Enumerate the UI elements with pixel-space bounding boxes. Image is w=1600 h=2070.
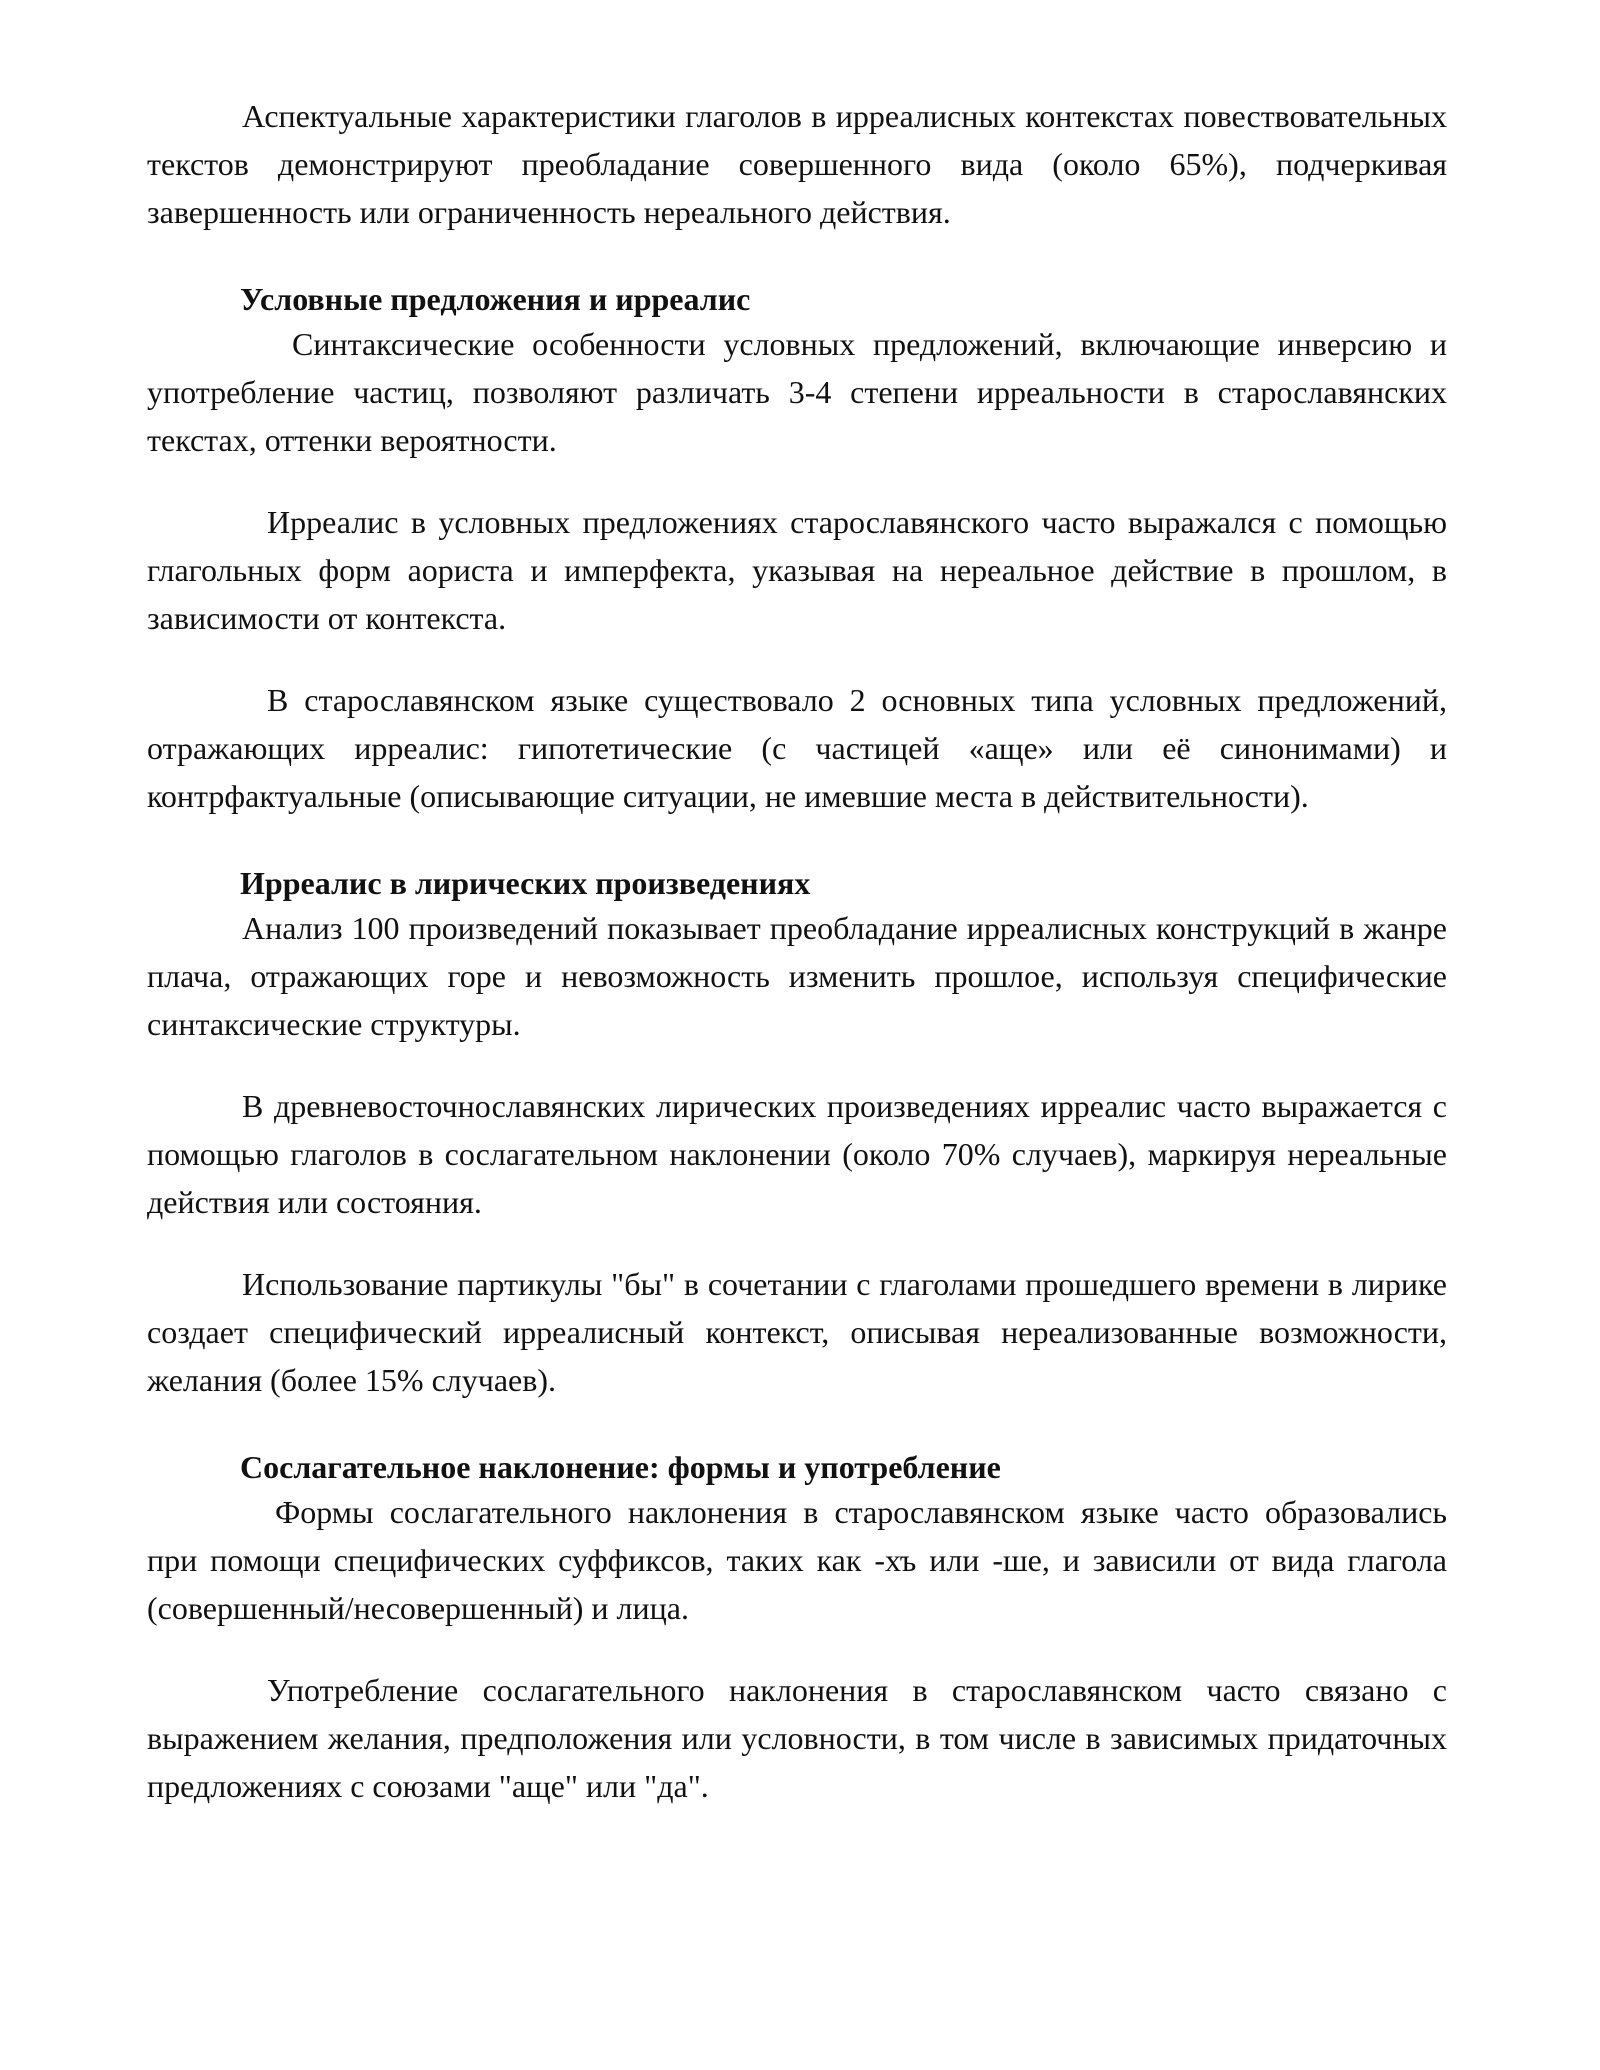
paragraph-subjunctive-suffixes: Формы сослагательного наклонения в старославянском языке часто образовались при помощи специфических суффиксов, таких как -хъ или -ше, и зависили от вида глагола (совершенный/несовершенный) и лица.	[147, 1494, 1447, 1626]
heading-subjunctive-forms: Сослагательное наклонение: формы и употребление	[240, 1449, 1001, 1485]
heading-conditional-sentences: Условные предложения и ирреалис	[240, 281, 751, 317]
paragraph-aspectual: Аспектуальные характеристики глаголов в ирреалисных контекстах повествовательных текстов демонстрируют преобладание совершенного вида (около 65%), подчеркивая завершенность или ограниченность нереального действия.	[147, 98, 1447, 230]
document-body	[147, 92, 1447, 1810]
paragraph-particle-by: Использование партикулы "бы" в сочетании с глаголами прошедшего времени в лирике создает специфический ирреалисный контекст, описывая нереализованные возможности, желания (более 15% случаев).	[147, 1266, 1447, 1398]
paragraph-lament-analysis: Анализ 100 произведений показывает преобладание ирреалисных конструкций в жанре плача, отражающих горе и невозможность изменить прошлое, используя специфические синтаксические структуры.	[147, 910, 1447, 1042]
paragraph-subjunctive-usage: Употребление сослагательного наклонения в старославянском часто связано с выражением желания, предположения или условности, в том числе в зависимых придаточных предложениях с союзами "аще" или "да".	[147, 1672, 1447, 1804]
paragraph-subjunctive-lyrics: В древневосточнославянских лирических произведениях ирреалис часто выражается с помощью глаголов в сослагательном наклонении (около 70% случаев), маркируя нереальные действия или состояния.	[147, 1088, 1447, 1220]
heading-lyrical-works: Ирреалис в лирических произведениях	[240, 865, 811, 901]
paragraph-syntax-features: Синтаксические особенности условных предложений, включающие инверсию и употребление частиц, позволяют различать 3-4 степени ирреальности в старославянских текстах, оттенки вероятности.	[147, 326, 1447, 458]
paragraph-irrealis-aorist: Ирреалис в условных предложениях старославянского часто выражался с помощью глагольных форм аориста и имперфекта, указывая на нереальное действие в прошлом, в зависимости от контекста.	[147, 504, 1447, 636]
paragraph-conditional-types: В старославянском языке существовало 2 основных типа условных предложений, отражающих ирреалис: гипотетические (с частицей «аще» или её синонимами) и контрфактуальные (описывающие ситуации, не имевшие места в действительности).	[147, 682, 1447, 814]
